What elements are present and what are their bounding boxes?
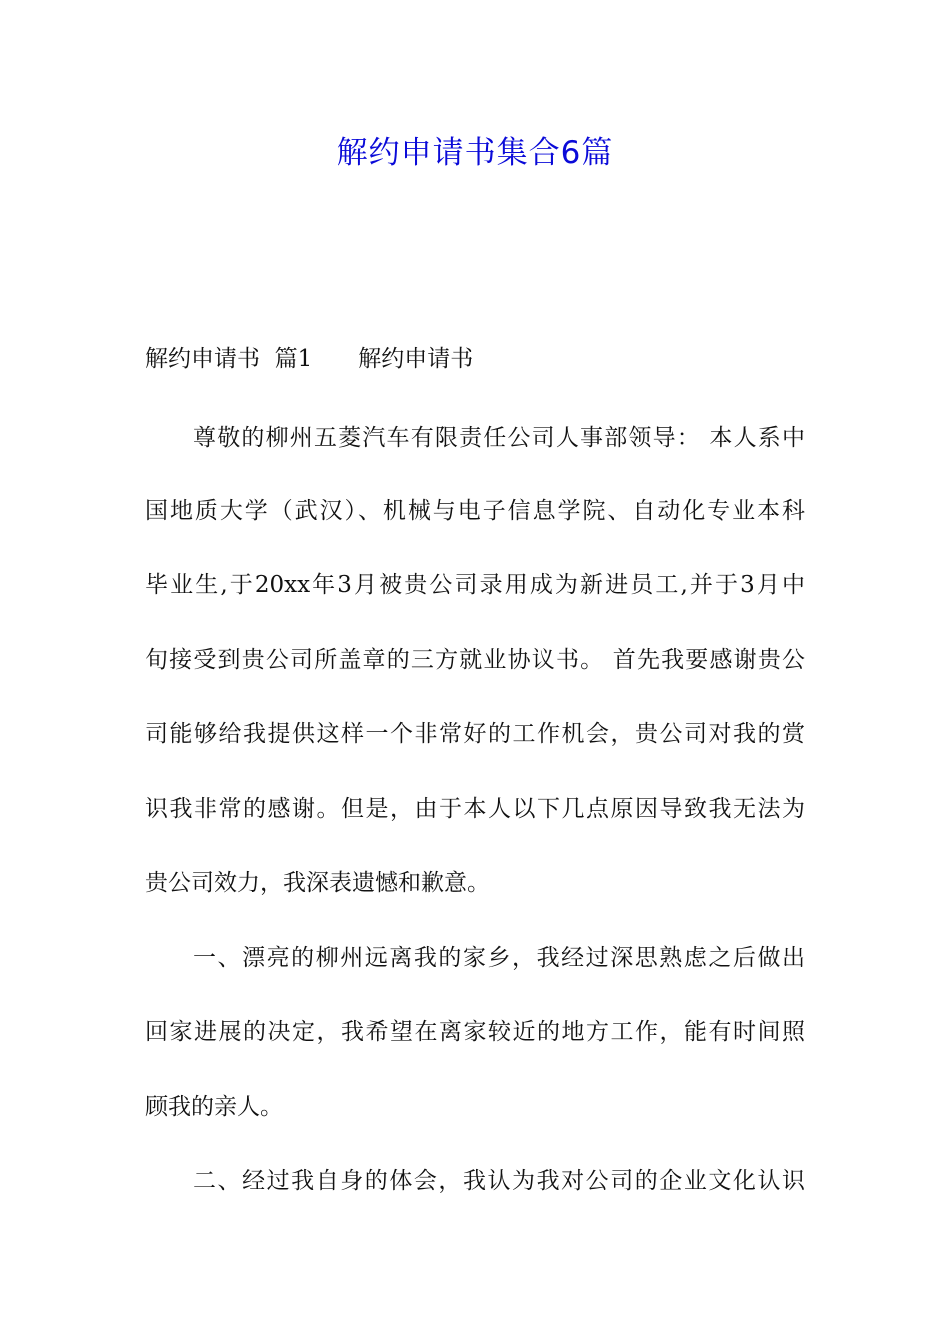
section-label: 解约申请书 篇1 [145, 346, 313, 372]
paragraph-2-line-1: 一、漂亮的柳州远离我的家乡，我经过深思熟虑之后做出 [193, 945, 805, 971]
paragraph-1-line-2: 国地质大学（武汉）、机械与电子信息学院、自动化专业本科 [145, 498, 805, 524]
paragraph-1-line-7: 贵公司效力，我深表遗憾和歉意。 [145, 870, 490, 896]
paragraph-1-line-4: 旬接受到贵公司所盖章的三方就业协议书。 首先我要感谢贵公 [145, 647, 805, 673]
paragraph-1-line-3: 毕业生,于20xx年3月被贵公司录用成为新进员工,并于3月中 [145, 572, 805, 598]
paragraph-2-line-2: 回家进展的决定，我希望在离家较近的地方工作，能有时间照 [145, 1019, 805, 1045]
document-title: 解约申请书集合6篇 [336, 135, 614, 171]
section-heading [145, 341, 473, 377]
paragraph-1-line-5: 司能够给我提供这样一个非常好的工作机会，贵公司对我的赏 [145, 721, 805, 747]
paragraph-1-line-6: 识我非常的感谢。但是，由于本人以下几点原因导致我无法为 [145, 796, 805, 822]
paragraph-2-line-3: 顾我的亲人。 [145, 1094, 283, 1120]
paragraph-3-line-1: 二、经过我自身的体会，我认为我对公司的企业文化认识 [193, 1168, 805, 1194]
paragraph-1-line-1: 尊敬的柳州五菱汽车有限责任公司人事部领导： 本人系中 [193, 425, 805, 451]
section-subtitle: 解约申请书 [358, 346, 474, 372]
